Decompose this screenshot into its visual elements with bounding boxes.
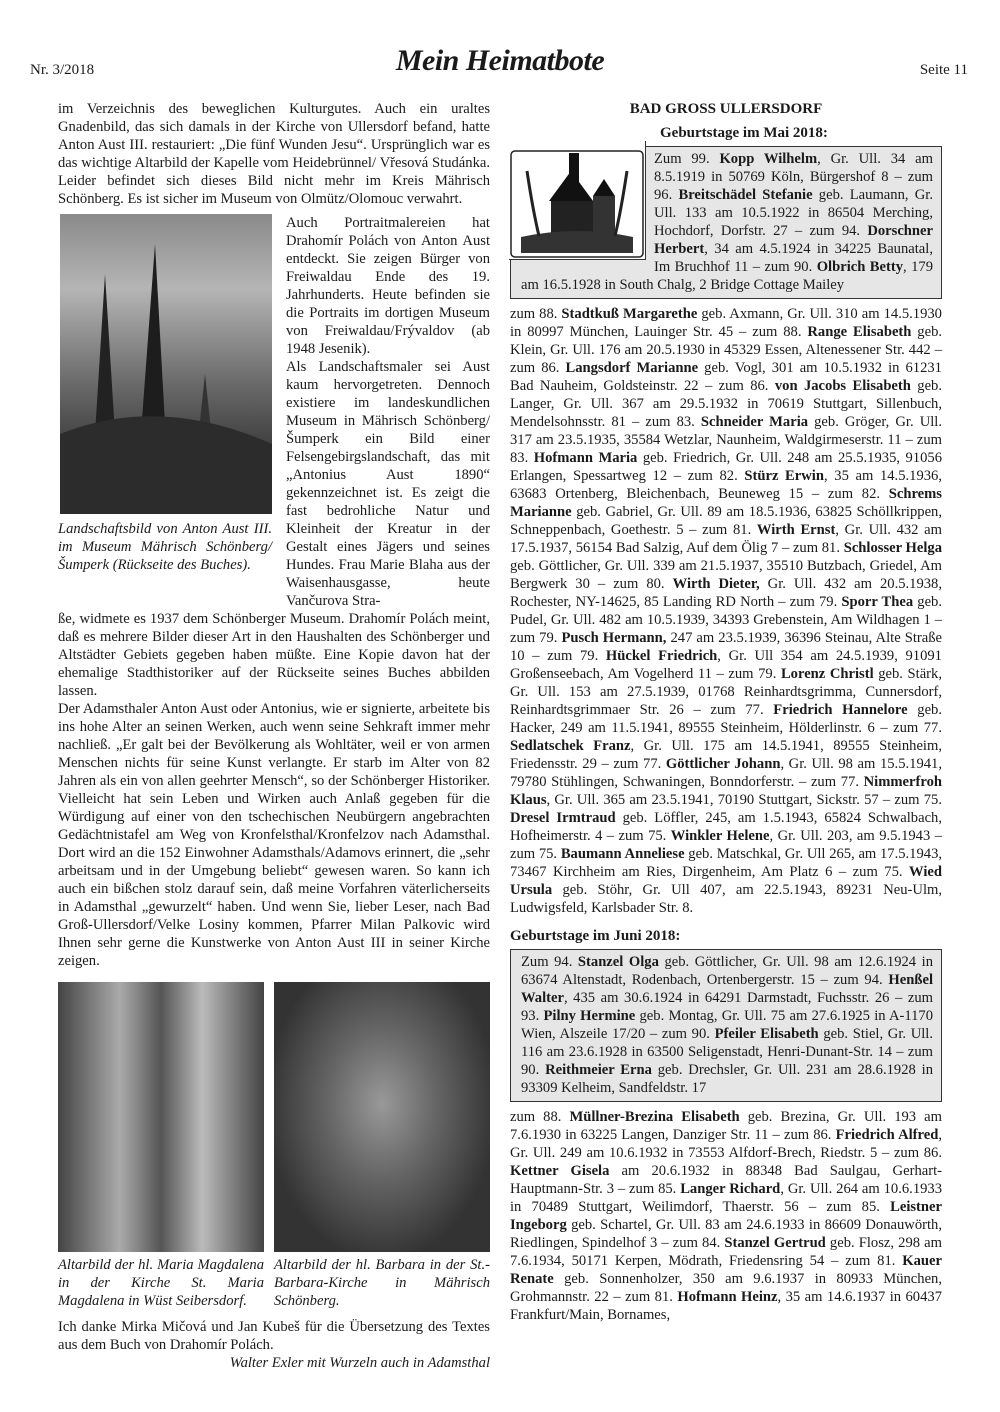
entry-text: , 35 am 14.5.1936, 63683 Ortenberg, Bleichenbach, Beuneweg 15 – zum 82. [510, 468, 942, 502]
may-birthday-list [510, 305, 942, 917]
person-name: Schlosser Helga [843, 540, 942, 556]
entry-text: Zum 94. [521, 954, 578, 970]
person-name: Hofmann Heinz [677, 1289, 778, 1305]
person-name: Kauer Renate [510, 1253, 942, 1287]
person-name: Olbrich Betty [816, 259, 904, 275]
person-name: Langer Richard [680, 1181, 781, 1197]
barbara-altar-image [274, 982, 490, 1252]
person-name: Stürz Erwin [744, 468, 824, 484]
entry-text: geb. Matschkal, Gr. Ull 265, am 17.5.1943, 73467 Kirchheim am Ries, Dirgenheim, Am Platz 6 – zum 75. [510, 846, 943, 880]
person-name: Friedrich Hannelore [773, 702, 908, 718]
entry-text: , Gr. Ull. 203, am 9.5.1943 – zum 75. [510, 828, 942, 862]
person-name: Range Elisabeth [807, 324, 912, 340]
june-birthday-list [510, 1108, 942, 1324]
person-name: Winkler Helene [670, 828, 770, 844]
entry-text: , Gr. Ull. 432 am 17.5.1937, 56154 Bad Salzig, Auf dem Ölig 7 – zum 81. [510, 522, 942, 556]
entry-text: , Gr. Ull. 175 am 14.5.1941, 89555 Steinheim, Friedensstr. 29 – zum 77. [510, 738, 942, 772]
entry-text: , Gr. Ull. 249 am 10.6.1932 in 73553 Alfdorf-Brech, Riedstr. 5 – zum 86. [510, 1127, 942, 1161]
entry-text: , Gr. Ull 354 am 24.5.1939, 91091 Großenseebach, Am Vogelherd 11 – zum 79. [510, 648, 942, 682]
right-column [510, 100, 942, 1324]
entry-text: geb. Stöhr, Gr. Ull 407, am 22.5.1943, 89231 Neu-Ulm, Ludwigsfeld, Karlsbader Str. 8. [510, 882, 942, 916]
entry-text: , Gr. Ull. 34 am 8.5.1919 in 50769 Köln, Bürgershof 8 – zum 96. [654, 151, 933, 203]
person-name: Müllner-Brezina Elisabeth [569, 1109, 740, 1125]
portrait-paragraph: Auch Portraitmalereien hat Drahomír Polách von Anton Aust entdeckt. Sie zeigen Bürger von Freiwaldau Ende des 19. Jahrhunderts. Heute befinden sie die Portraits im dortigen Museum von Freiwaldau/Frývaldov (ab 1948 Jesenik). [286, 215, 490, 357]
entry-text: geb. Hacker, 249 am 11.5.1941, 89555 Steinheim, Hölderlinstr. 6 – zum 77. [510, 702, 942, 736]
entry-text: geb. Göttlicher, Gr. Ull. 339 am 21.5.1937, 35510 Butzbach, Griedel, Am Bergwerk 30 – zum 80. [510, 558, 942, 592]
entry-text: Gr. Ull. 432 am 20.5.1938, Rochester, NY-14625, 85 Landing RD North – zum 79. [510, 576, 942, 610]
left-column [58, 100, 490, 1372]
person-name: Göttlicher Johann [665, 756, 781, 772]
entry-text: Zum 99. [654, 151, 720, 167]
entry-text: , 35 am 14.6.1937 in 60437 Frankfurt/Main, Bornames, [510, 1289, 942, 1323]
entry-text: geb. Löffler, 245, am 1.5.1943, 65824 Schwalbach, Hofheimerstr. 4 – zum 75. [510, 810, 942, 844]
person-name: Pusch Hermann, [561, 630, 667, 646]
barbara-caption: Altarbild der hl. Barbara in der St.-Barbara-Kirche in Mährisch Schönberg. [274, 1257, 490, 1309]
person-name: Hofmann Maria [533, 450, 638, 466]
entry-text: geb. Gabriel, Gr. Ull. 89 am 18.5.1936, 63825 Schöllkrippen, Schneppenbach, Goethestr. 5 – zum 81. [510, 504, 942, 538]
intro-paragraph: im Verzeichnis des beweglichen Kulturgutes. Auch ein uraltes Gnadenbild, das sich damals in der Kirche von Ullersdorf befand, hatte Anton Aust III. restauriert: „Die fünf Wunden Jesu“. Ursprünglich war es das wichtige Altarbild der Kapelle vom Heidebrünnel/ Vřesová Studánka. Leider befindet sich dieses Bild nicht mehr im Kreis Mährisch Schönberg. Es ist sicher im Museum von Olmütz/Olomouc verwahrt. [58, 101, 490, 207]
june-highlight-box [510, 949, 942, 1102]
issue-number: Nr. 3/2018 [30, 62, 95, 78]
entry-text: am 20.6.1932 in 88348 Bad Saulgau, Gerhart-Hauptmann-Str. 3 – zum 85. [510, 1163, 942, 1197]
person-name: Dorschner Herbert [654, 223, 933, 257]
may-highlight-box [510, 146, 942, 299]
person-name: Friedrich Alfred [835, 1127, 939, 1143]
entry-text: , 34 am 4.5.1924 in 34225 Baunatal, Im Bruchhof 11 – zum 90. [654, 241, 933, 275]
entry-text: geb. Laumann, Gr. Ull. 133 am 10.5.1922 in 86504 Merching, Hochdorf, Dorfstr. 27 – zum 94. [654, 187, 933, 239]
entry-text: 247 am 23.5.1939, 36396 Steinau, Alte Straße 10 – zum 79. [510, 630, 943, 664]
magdalena-caption: Altarbild der hl. Maria Magdalena in der Kirche St. Maria Magdalena in Wüst Seibersdorf. [58, 1257, 264, 1309]
entry-text: geb. Friedrich, Gr. Ull. 248 am 25.5.1935, 91056 Erlangen, Spessartweg 12 – zum 82. [510, 450, 942, 484]
person-name: Schrems Marianne [510, 486, 942, 520]
person-name: Stadtkuß Margarethe [561, 306, 698, 322]
entry-text: zum 88. [510, 306, 562, 322]
person-name: Baumann Anneliese [560, 846, 685, 862]
person-name: Stanzel Olga [577, 954, 659, 970]
section-title: BAD GROSS ULLERSDORF [629, 101, 823, 117]
person-name: Lorenz Christl [780, 666, 874, 682]
person-name: Nimmerfroh Klaus [510, 774, 942, 808]
person-name: Wied Ursula [510, 864, 942, 898]
person-name: Kopp Wilhelm [719, 151, 818, 167]
entry-text: geb. Vogl, 301 am 10.5.1932 in 61231 Bad Nauheim, Goldsteinstr. 22 – zum 86. [510, 360, 942, 394]
person-name: Leistner Ingeborg [510, 1199, 942, 1233]
june-heading: Geburtstage im Juni 2018: [510, 928, 681, 944]
masthead-logo: Mein Heimatbote [395, 44, 605, 77]
person-name: von Jacobs Elisabeth [774, 378, 911, 394]
person-name: Henßel Walter [521, 972, 933, 1006]
entry-text: geb. Brezina, Gr. Ull. 193 am 7.6.1930 in 63225 Langen, Danziger Str. 11 – zum 86. [510, 1109, 942, 1143]
person-name: Pilny Hermine [543, 1008, 636, 1024]
person-name: Reithmeier Erna [545, 1062, 652, 1078]
person-name: Wirth Ernst [756, 522, 836, 538]
page-number: Seite 11 [919, 62, 968, 78]
person-name: Sporr Thea [841, 594, 914, 610]
entry-text: geb. Schartel, Gr. Ull. 83 am 24.6.1933 in 86609 Donauwörth, Riedlingen, Spindelhof 3 – zum 84. [510, 1217, 942, 1251]
entry-text: geb. Montag, Gr. Ull. 75 am 27.6.1925 in A-1170 Wien, Alszeile 17/20 – zum 90. [521, 1008, 934, 1042]
entry-text: geb. Stärk, Gr. Ull. 153 am 27.5.1939, 01768 Reinhardtsgrimma, Cunnersdorf, Reinhardtsgrimmaer Str. 26 – zum 77. [510, 666, 942, 718]
entry-text: geb. Klein, Gr. Ull. 176 am 20.5.1930 in 45329 Essen, Altenessener Str. 442 – zum 86. [510, 324, 943, 376]
entry-text: zum 88. [510, 1109, 570, 1125]
trees-illustration [60, 214, 272, 514]
entry-text: geb. Sonnenholzer, 350 am 9.6.1937 in 80933 München, Grohmannstr. 22 – zum 81. [510, 1271, 942, 1305]
church-icon [509, 141, 645, 259]
entry-text: geb. Langer, Gr. Ull. 367 am 29.5.1932 in 70619 Stuttgart, Sillenbuch, Mendelsohnsstr. 81 – zum 83. [510, 378, 943, 430]
entry-text: , Gr. Ull. 98 am 15.5.1941, 79780 Stühlingen, Schwaningen, Bonndorferstr. – zum 77. [510, 756, 942, 790]
entry-text: , Gr. Ull. 264 am 10.6.1933 in 70489 Stuttgart, Weilimdorf, Thaerstr. 56 – zum 85. [510, 1181, 943, 1215]
landscape-caption: Landschaftsbild von Anton Aust III. im Museum Mährisch Schönberg/ Šumperk (Rückseite des Buches). [58, 521, 272, 573]
landscape-painting-image [60, 214, 272, 514]
entry-text: , 435 am 30.6.1924 in 64291 Darmstadt, Fuchsstr. 26 – zum 93. [521, 990, 933, 1024]
entry-text: geb. Drechsler, Gr. Ull. 231 am 28.6.1928 in 93309 Kelheim, Sandfeldstr. 17 [521, 1062, 933, 1096]
magdalena-altar-image [58, 982, 264, 1252]
person-name: Sedlatschek Franz [510, 738, 631, 754]
june-highlight-text [521, 953, 933, 1097]
person-name: Langsdorf Marianne [565, 360, 699, 376]
person-name: Hückel Friedrich [605, 648, 718, 664]
aust-paragraph: Der Adamsthaler Anton Aust oder Antonius, wie er signierte, arbeitete bis ins hohe Alter an seinen Werken, auch wenn seine Sehkraft immer mehr nachließ. „Er galt bei der Bevölkerung als Wohltäter, weil er von armen Menschen nichts für seine Kunst verlangte. Er starb im Alter von 82 Jahren als ein von allen geehrter Mensch“, so der Schönberger Historiker. Vielleicht hat sein Leben und Wirken auch Anlaß gegeben für die Würdigung auf einer von den tschechischen Neubürgern angebrachten Gedächtnistafel am Weg von Kronfelsthal/Kronfelzov nach Adamsthal. Dort wird an die 152 Einwohner Adamsthals/Adamovs erinnert, die „sehr arbeitsam und in der Umgebung beliebt“ gewesen waren. So kann ich auch ein bißchen stolz darauf sein, daß meine Vorfahren väterlicherseits in Adamsthal „gewurzelt“ haben. Und wenn Sie, lieber Leser, nach Bad Groß-Ullersdorf/Velke Losiny kommen, Pfarrer Milan Palkovic wird Ihnen sehr gerne die Kunstwerke von Anton Aust III in seiner Kirche zeigen. [58, 701, 490, 969]
entry-text: , 179 am 16.5.1928 in South Chalg, 2 Bridge Cottage Mailey [521, 259, 934, 293]
entry-text: , Gr. Ull. 365 am 23.5.1941, 70190 Stuttgart, Sickstr. 57 – zum 75. [546, 792, 942, 808]
entry-text: geb. Flosz, 298 am 7.6.1934, 50171 Kerpen, Mödrath, Friedensring 54 – zum 81. [510, 1235, 942, 1269]
entry-text: geb. Axmann, Gr. Ull. 310 am 14.5.1930 in 80997 München, Lauinger Str. 45 – zum 88. [510, 306, 942, 340]
may-heading: Geburtstage im Mai 2018: [660, 125, 828, 141]
entry-text: geb. Gröger, Gr. Ull. 317 am 23.5.1935, 35584 Wetzlar, Naunheim, Waldgirmeserstr. 11 – zum 83. [510, 414, 942, 466]
person-name: Schneider Maria [700, 414, 809, 430]
thanks-paragraph: Ich danke Mirka Mičová und Jan Kubeš für die Übersetzung des Textes aus dem Buch von Drahomír Polách. [58, 1319, 490, 1353]
person-name: Pfeiler Elisabeth [714, 1026, 819, 1042]
person-name: Dresel Irmtraud [510, 810, 616, 826]
entry-text: geb. Stiel, Gr. Ull. 116 am 23.6.1928 in 63500 Seligenstadt, Henri-Dunant-Str. 14 – zum 90. [521, 1026, 933, 1078]
entry-text: geb. Göttlicher, Gr. Ull. 98 am 12.6.1924 in 63674 Altenstadt, Rodenbach, Ortenbergerstr. 15 – zum 94. [521, 954, 933, 988]
person-name: Kettner Gisela [510, 1163, 610, 1179]
person-name: Breitschädel Stefanie [678, 187, 813, 203]
landscape-paragraph: Als Landschaftsmaler sei Aust kaum hervorgetreten. Dennoch existiere im landeskundlichen Museum in Mährisch Schönberg/ Šumperk ein Bild einer Felsengebirgslandschaft, das mit „Antonius Aust 1890“ gekennzeichnet ist. Es zeigt die fast bedrohliche Natur und Kleinheit der Kreatur in der Gestalt eines Jägers und seines Hundes. Frau Marie Blaha aus der Waisenhausgasse, heute Vančurova Stra- [286, 359, 490, 609]
continued-paragraph: ße, widmete es 1937 dem Schönberger Museum. Drahomír Polách meint, daß es mehrere Bilder dieser Art in den Haushalten des Schönberger und Altstädter Gebiets gegeben haben müßte. Eine Kopie davon hat der ehemalige Stadthistoriker auf der Rückseite seines Buches abbilden lassen. [58, 611, 490, 699]
person-name: Stanzel Gertrud [724, 1235, 826, 1251]
author-signature: Walter Exler mit Wurzeln auch in Adamsthal [229, 1355, 490, 1371]
entry-text: geb. Pudel, Gr. Ull. 482 am 10.5.1939, 34393 Grebenstein, Am Wildhagen 1 – zum 79. [510, 594, 943, 646]
person-name: Wirth Dieter, [672, 576, 760, 592]
church-emblem [509, 141, 646, 260]
